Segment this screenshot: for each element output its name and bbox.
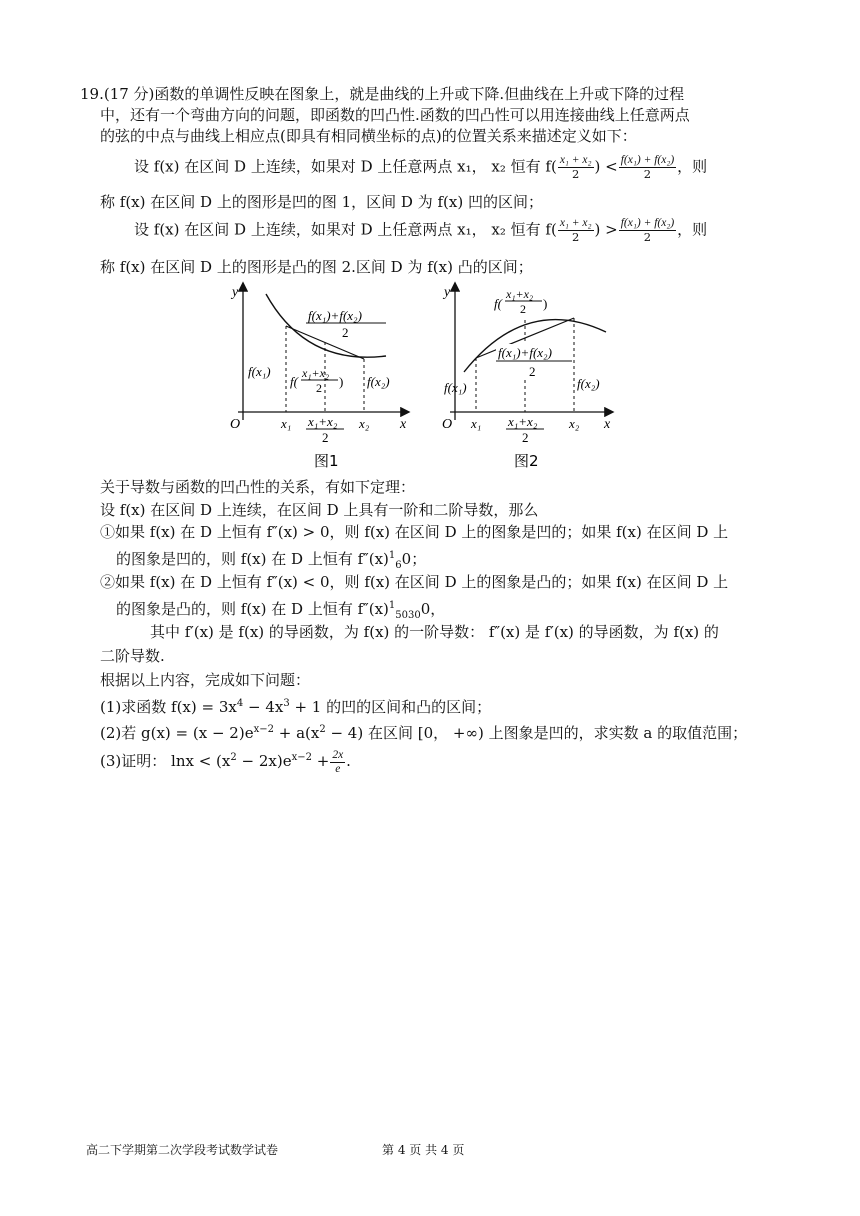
definition-convex-line1: 设 f(x) 在区间 D 上连续，如果对 D 上任意两点 x₁， x₂ 恒有 f( $\frac{\text{x₁ + x₂}}{2}$ ) > $\frac{\text{f(x₁) + f(x₂)}}{2}$ ，则 [134,217,708,244]
figure1-mid-den: 2 [322,430,329,445]
footer-page-number: 第 4 页 共 4 页 [382,1143,465,1157]
figure2-y-label: y [444,285,451,300]
theorem-case2-line1: ②如果 f(x) 在 D 上恒有 f″(x) < 0，则 f(x) 在区间 D 上的图象是凸的；如果 f(x) 在区间 D 上 [100,573,729,591]
figure2-fmid-post: ) [543,296,548,311]
figure2-x2: x₂ [569,416,580,431]
figure2-diagram [442,284,612,470]
figure1-fx1: f(x₁) [248,364,271,379]
theorem-case1-line1: ①如果 f(x) 在 D 上恒有 f″(x) > 0，则 f(x) 在区间 D 上的图象是凹的；如果 f(x) 在区间 D 上 [100,523,729,541]
question-1: (1)求函数 $f(x) = 3x^4 - 4x^3 + 1$ 的凹的区间和凸的区间； [100,698,492,716]
definition-concave-line1: 设 f(x) 在区间 D 上连续，如果对 D 上任意两点 x₁， x₂ 恒有 f( $\frac{\text{x₁ + x₂}}{2}$ ) < $\frac{\text{f(x₁) + f(x₂)}}{2}$ ，则 [134,154,708,181]
figure2-x1: x₁ [471,416,482,431]
figure2-mid-num: x₁+x₂ [508,414,538,429]
figure2-mid-den: 2 [522,430,529,445]
figure1-curve [266,294,386,357]
figure1-fmid-pre: f( [290,374,298,389]
concavity-figures [228,280,618,480]
fraction-2x-over-e: $\frac{2x}{e}$ [332,748,344,775]
problem-intro-line1: 19.(17 分)函数的单调性反映在图象上，就是曲线的上升或下降.但曲线在上升或下降的过程 [80,85,685,103]
theorem-case2-line2: 的图象是凸的，则 f(x) 在 D 上恒有 $f''(x)^1_{5030}0$， [116,600,446,621]
figure1-fmid-num: x₁+x₂ [302,366,330,380]
figure2-fmid-den: 2 [520,302,526,316]
figure2-x-label: x [604,417,611,432]
fraction-mid-f: $\frac{\text{f(x₁) + f(x₂)}}{2}$ [620,154,675,181]
figure1-chord-den: 2 [342,325,349,340]
question-3: (3)证明： $\ln x < (x^2 - 2x)e^{x-2}$ + $\frac{2x}{e}$ . [100,748,351,775]
fraction-mid-f: $\frac{\text{f(x₁) + f(x₂)}}{2}$ [620,217,675,244]
questions-lead: 根据以上内容，完成如下问题： [100,671,311,689]
figure2-origin: O [442,417,453,432]
fraction-mid-x: $\frac{\text{x₁ + x₂}}{2}$ [559,217,592,244]
figure1-y-label: y [232,285,239,300]
figure1-origin: O [230,417,241,432]
theorem-note-line2: 二阶导数. [100,647,165,665]
theorem-case1-line2: 的图象是凹的，则 f(x) 在 D 上恒有 $f''(x)^1_60$； [116,550,427,571]
figure2-fmid-num: x₁+x₂ [506,287,534,301]
problem-intro-line3: 的弦的中点与曲线上相应点(即具有相同横坐标的点)的位置关系来描述定义如下： [100,127,637,145]
definition-convex-line2: 称 f(x) 在区间 D 上的图形是凸的图 2.区间 D 为 f(x) 凸的区间； [100,258,533,276]
figure2-fmid-pre: f( [494,296,502,311]
figure2-chord-den: 2 [529,364,536,379]
figure1-x1: x₁ [281,416,292,431]
figure1-x2: x₂ [359,416,370,431]
figure2-caption: 图2 [514,452,539,470]
figure2-fx2: f(x₂) [577,376,600,391]
figure1-fmid-den: 2 [316,381,322,395]
definition-concave-line2: 称 f(x) 在区间 D 上的图形是凹的图 1，区间 D 为 f(x) 凹的区间； [100,193,543,211]
figure1-x-label: x [400,417,407,432]
footer-exam-title: 高二下学期第二次学段考试数学试卷 [86,1143,279,1157]
theorem-note-line1: 其中 f′(x) 是 f(x) 的导函数，为 f(x) 的一阶导数： f″(x) 是 f′(x) 的导函数，为 f(x) 的 [150,623,719,641]
figure2-chord-num: f(x₁)+f(x₂) [498,345,552,360]
figure1-chord-num: f(x₁)+f(x₂) [308,308,362,323]
theorem-intro: 关于导数与函数的凹凸性的关系，有如下定理： [100,478,416,496]
figure1-fx2: f(x₂) [367,374,390,389]
figure2-fx1: f(x₁) [444,380,467,395]
theorem-premise: 设 f(x) 在区间 D 上连续，在区间 D 上具有一阶和二阶导数，那么 [100,501,539,519]
figure1-diagram [230,284,408,470]
figure1-caption: 图1 [314,452,339,470]
figure1-fmid-post: ) [339,374,344,389]
problem-intro-line2: 中，还有一个弯曲方向的问题，即函数的凹凸性.函数的凹凸性可以用连接曲线上任意两点 [100,106,690,124]
figure1-mid-num: x₁+x₂ [308,414,338,429]
question-2: (2)若 $g(x) = (x - 2)e^{x-2} + a(x^2 - 4)$ 在区间 [0， +∞) 上图象是凹的，求实数 a 的取值范围； [100,724,748,742]
fraction-mid-x: $\frac{\text{x₁ + x₂}}{2}$ [559,154,592,181]
